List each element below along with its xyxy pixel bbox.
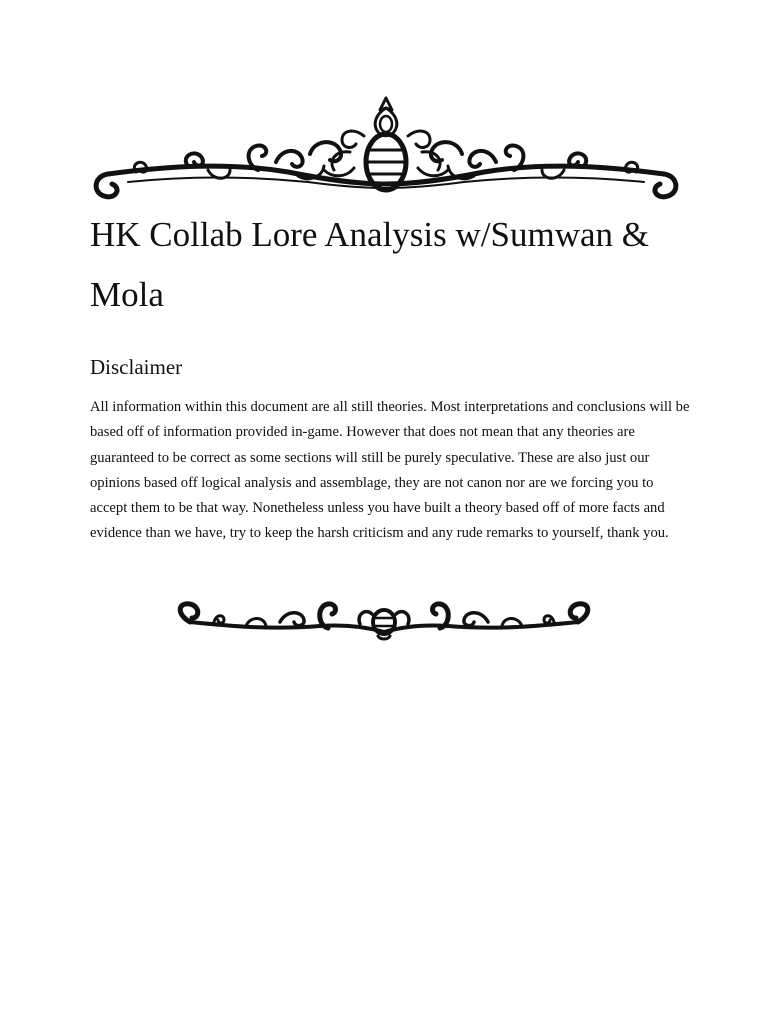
disclaimer-paragraph: All information within this document are all still theories. Most interpretations and conclusions will be based off of information provided in-game. However that does not mean that any theories are guaranteed to be correct as some sections will still be purely speculative. These are also just our opinions based off logical analysis and assemblage, they are not canon nor are we forcing you to accept them to be that way. Nonetheless unless you have built a theory based off of more facts and evidence than we have, try to keep the harsh criticism and any rude remarks to yourself, thank you. <box>90 399 690 542</box>
ornate-flourish-divider-icon <box>88 92 684 204</box>
small-flourish-divider-icon <box>170 596 598 644</box>
section-heading-disclaimer: Disclaimer <box>90 355 183 379</box>
page-title: HK Collab Lore Analysis w/Sumwan & Mola <box>90 215 649 314</box>
